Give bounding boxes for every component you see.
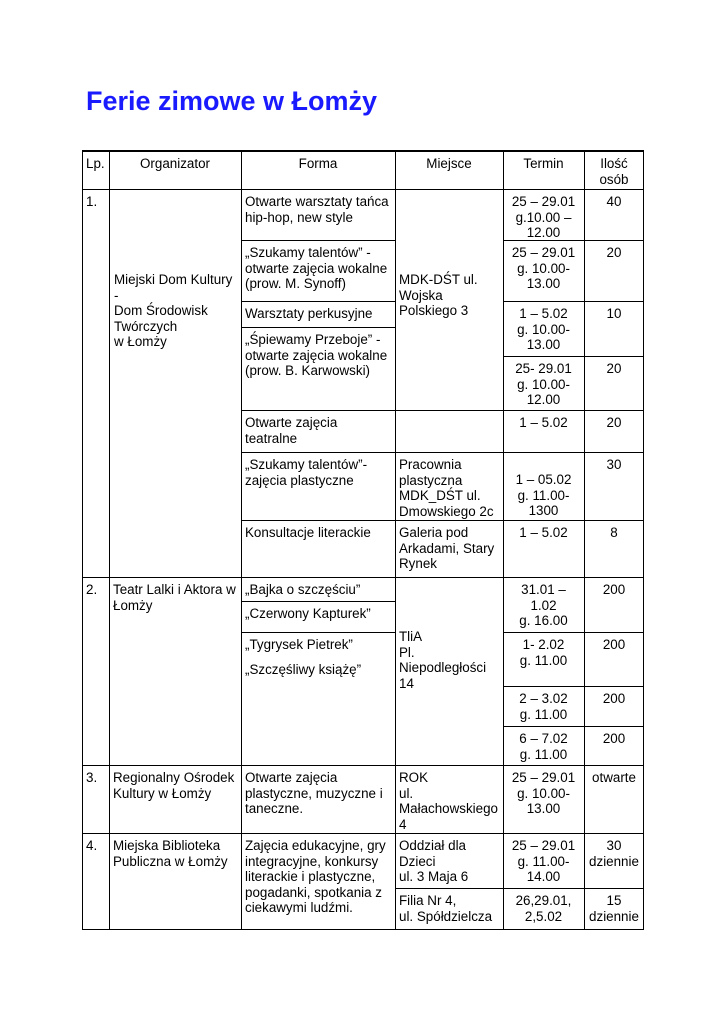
organizer-cell: Miejska Biblioteka Publiczna w Łomży <box>113 838 228 869</box>
header-lp: Lp. <box>86 156 105 171</box>
form-cell: „Bajka o szczęściu” <box>245 582 361 597</box>
form-cell: Konsultacje literackie <box>245 525 371 540</box>
form-cell: Warsztaty perkusyjne <box>245 306 373 321</box>
header-organizer: Organizator <box>140 156 210 171</box>
count-cell: 200 <box>602 637 626 652</box>
term-cell: 1- 2.02 g. 11.00 <box>519 637 568 668</box>
place-cell: Filia Nr 4, ul. Spółdzielcza <box>399 893 493 924</box>
term-cell: 31.01 – 1.02 g. 16.00 <box>519 582 568 629</box>
form-cell: Otwarte zajęcia plastyczne, muzyczne i taneczne. <box>245 770 383 817</box>
count-cell: 15 dziennie <box>589 893 639 924</box>
header-form: Forma <box>298 156 338 171</box>
place-cell: Pracownia plastyczna MDK_DŚT ul. Dmowskiego 2c <box>399 457 494 519</box>
term-cell: 1 – 5.02 <box>519 415 568 430</box>
header-place: Miejsce <box>426 156 472 171</box>
form-cell: Otwarte zajęcia teatralne <box>245 415 338 446</box>
form-cell: Zajęcia edukacyjne, gry integracyjne, konkursy literackie i plastyczne, pogadanki, spotkania z ciekawymi ludźmi. <box>245 838 386 916</box>
place-cell: Oddział dla Dzieci ul. 3 Maja 6 <box>399 838 469 885</box>
place-cell: TliA Pl. Niepodległości 14 <box>399 629 487 691</box>
term-cell: 26,29.01, 2,5.02 <box>515 893 572 924</box>
count-cell: 30 <box>606 457 622 472</box>
place-cell: ROK ul. Małachowskiego 4 <box>399 770 498 832</box>
organizer-cell: Regionalny Ośrodek Kultury w Łomży <box>113 770 235 801</box>
count-cell: 200 <box>602 731 626 746</box>
form-cell: „Szukamy talentów”- zajęcia plastyczne <box>245 457 368 488</box>
form-cell: „Śpiewamy Przeboje” - otwarte zajęcia wokalne (prow. B. Karwowski) <box>245 332 388 379</box>
row-number: 1. <box>86 194 98 209</box>
header-term: Termin <box>523 156 564 171</box>
organizer-cell: Miejski Dom Kultury - Dom Środowisk Twórczych w Łomży <box>114 272 233 350</box>
term-cell: 6 – 7.02 g. 11.00 <box>519 731 568 762</box>
term-cell: 25 – 29.01 g. 10.00- 13.00 <box>511 245 576 292</box>
page-title: Ferie zimowe w Łomży <box>86 86 378 116</box>
count-cell: 10 <box>606 306 622 321</box>
count-cell: 30 dziennie <box>589 838 639 869</box>
count-cell: 8 <box>610 525 618 540</box>
organizer-cell: Teatr Lalki i Aktora w Łomży <box>113 582 236 613</box>
count-cell: 20 <box>606 361 622 376</box>
row-number: 3. <box>86 770 98 785</box>
count-cell: 20 <box>606 245 622 260</box>
term-cell: 25 – 29.01 g.10.00 – 12.00 <box>511 194 576 240</box>
header-count: Ilość osób <box>599 156 629 187</box>
count-cell: otwarte <box>592 770 636 785</box>
row-number: 2. <box>86 582 98 597</box>
term-cell: 25- 29.01 g. 10.00- 12.00 <box>515 361 572 408</box>
row-number: 4. <box>86 838 98 853</box>
term-cell: 2 – 3.02 g. 11.00 <box>519 691 568 722</box>
form-cell: „Szukamy talentów” - otwarte zajęcia wokalne (prow. M. Synoff) <box>245 245 388 292</box>
form-cell: „Szczęśliwy książę” <box>245 662 362 677</box>
count-cell: 200 <box>602 582 626 597</box>
form-cell: Otwarte warsztaty tańca hip-hop, new style <box>245 194 389 225</box>
count-cell: 20 <box>606 415 622 430</box>
place-cell: Galeria pod Arkadami, Stary Rynek <box>399 525 495 572</box>
count-cell: 200 <box>602 691 626 706</box>
form-cell: „Czerwony Kapturek” <box>245 606 371 621</box>
count-cell: 40 <box>606 194 622 209</box>
place-cell: MDK-DŚT ul. Wojska Polskiego 3 <box>399 272 478 319</box>
term-cell: 25 – 29.01 g. 10.00- 13.00 <box>511 770 576 817</box>
term-cell: 25 – 29.01 g. 11.00- 14.00 <box>511 838 576 885</box>
events-table <box>82 150 644 930</box>
term-cell: 1 – 05.02 g. 11.00- 1300 <box>515 472 572 519</box>
term-cell: 1 – 5.02 <box>519 525 568 540</box>
form-cell: „Tygrysek Pietrek” <box>245 637 353 652</box>
term-cell: 1 – 5.02 g. 10.00- 13.00 <box>517 306 570 353</box>
